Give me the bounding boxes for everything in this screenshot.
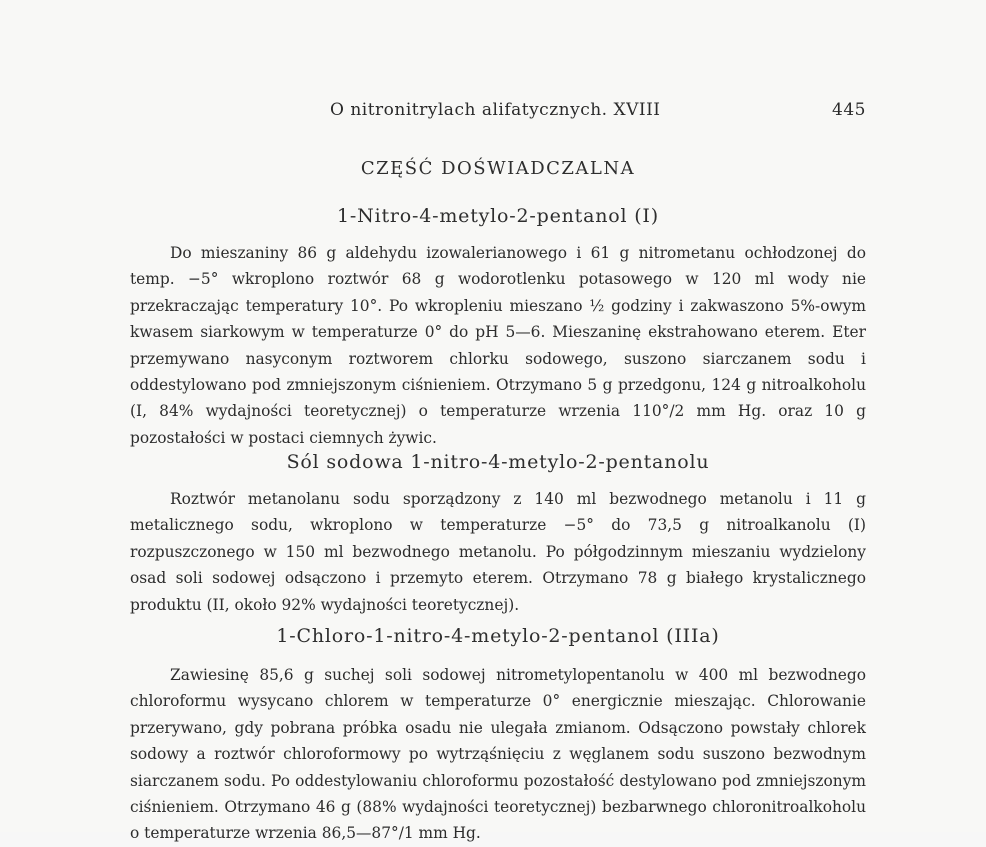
section-title: CZĘŚĆ DOŚWIADCZALNA	[360, 158, 636, 179]
subsection-heading: 1-Nitro-4-metylo-2-pentanol (I)	[337, 205, 659, 227]
subsection-heading: 1-Chloro-1-nitro-4-metylo-2-pentanol (IIIa)	[276, 625, 720, 647]
paragraph: Zawiesinę 85,6 g suchej soli sodowej nitrometylopentanolu w 400 ml bezwodnego chloroformu wysycano chlorem w temperaturze 0° energicznie mieszając. Chlorowanie przerywano, gdy pobrana próbka osadu nie ulegała zmianom. Odsączono powstały chlorek sodowy a roztwór chloroformowy po wytrząśnięciu z węglanem sodu suszono bezwodnym siarczanem sodu. Po oddestylowaniu chloroformu pozostałość destylowano pod zmniejszonym ciśnieniem. Otrzymano 46 g (88% wydajności teoretycznej) bezbarwnego chloronitroalkoholu o temperaturze wrzenia 86,5—87°/1 mm Hg.	[130, 666, 866, 843]
paragraph: Roztwór metanolanu sodu sporządzony z 140 ml bezwodnego metanolu i 11 g metalicznego sodu, wkroplono w temperaturze −5° do 73,5 g nitroalkanolu (I) rozpuszczonego w 150 ml bezwodnego metanolu. Po półgodzinnym mieszaniu wydzielony osad soli sodowej odsączono i przemyto eterem. Otrzymano 78 g białego krystalicznego produktu (II, około 92% wydajności teoretycznej).	[130, 490, 866, 614]
running-title: O nitronitrylach alifatycznych. XVIII	[330, 100, 661, 120]
subsection-heading: Sól sodowa 1-nitro-4-metylo-2-pentanolu	[286, 451, 710, 473]
page-number: 445	[832, 100, 866, 120]
paragraph: Do mieszaniny 86 g aldehydu izowalerianowego i 61 g nitrometanu ochłodzonej do temp. −5° wkroplono roztwór 68 g wodorotlenku potasowego w 120 ml wody nie przekraczając temperatury 10°. Po wkropleniu mieszano ½ godziny i zakwaszono 5%-owym kwasem siarkowym w temperaturze 0° do pH 5—6. Mieszaninę ekstrahowano eterem. Eter przemywano nasyconym roztworem chlorku sodowego, suszono siarczanem sodu i oddestylowano pod zmniejszonym ciśnieniem. Otrzymano 5 g przedgonu, 124 g nitroalkoholu (I, 84% wydajności teoretycznej) o temperaturze wrzenia 110°/2 mm Hg. oraz 10 g pozostałości w postaci ciemnych żywic.	[130, 244, 866, 447]
running-head	[130, 100, 866, 126]
